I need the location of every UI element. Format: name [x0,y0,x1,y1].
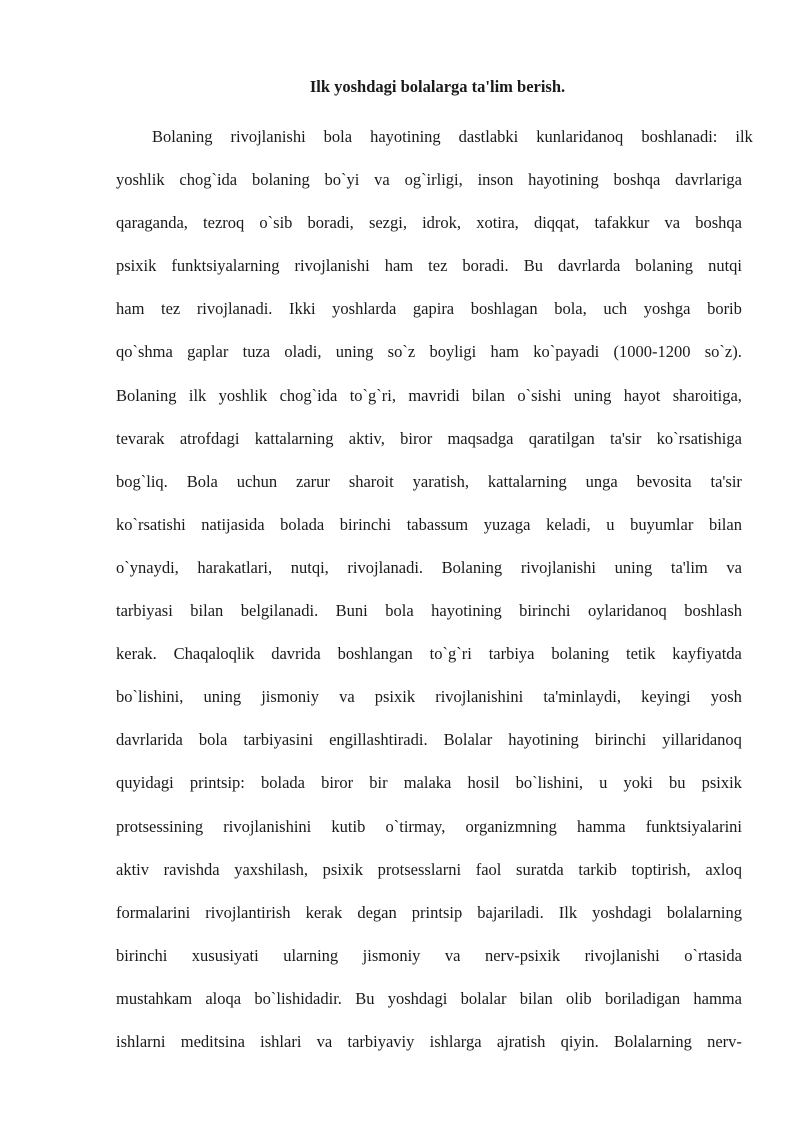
paragraph-line: qo`shma gaplar tuza oladi, uning so`z boyligi ham ko`payadi (1000-1200 so`z). [116,342,742,362]
paragraph-line: Bolaning ilk yoshlik chog`ida to`g`ri, mavridi bilan o`sishi uning hayot sharoitiga, [116,385,742,405]
paragraph-line: bo`lishini, uning jismoniy va psixik rivojlanishini ta'minlaydi, keyingi yosh [116,687,742,707]
paragraph-line: quyidagi printsip: bolada biror bir malaka hosil bo`lishini, u yoki bu psixik [116,773,742,793]
paragraph-line: ishlarni meditsina ishlari va tarbiyaviy ishlarga ajratish qiyin. Bolalarning nerv- [116,1031,742,1051]
paragraph-line: tarbiyasi bilan belgilanadi. Buni bola hayotining birinchi oylaridanoq boshlash [116,601,742,621]
paragraph-line: formalarini rivojlantirish kerak degan printsip bajariladi. Ilk yoshdagi bolalarning [116,902,742,922]
paragraph-line: davrlarida bola tarbiyasini engillashtiradi. Bolalar hayotining birinchi yillaridanoq [116,730,742,750]
paragraph-line: aktiv ravishda yaxshilash, psixik protsesslarni faol suratda tarkib toptirish, axloq [116,859,742,879]
paragraph-line: ko`rsatishi natijasida bolada birinchi tabassum yuzaga keladi, u buyumlar bilan [116,514,742,534]
paragraph-line: ham tez rivojlanadi. Ikki yoshlarda gapira boshlagan bola, uch yoshga borib [116,299,742,319]
paragraph-line: Bolaning rivojlanishi bola hayotining dastlabki kunlaridanoq boshlanadi: ilk [152,127,753,146]
paragraph-line: birinchi xususiyati ularning jismoniy va nerv-psixik rivojlanishi o`rtasida [116,945,742,965]
paragraph-line: o`ynaydi, harakatlari, nutqi, rivojlanadi. Bolaning rivojlanishi uning ta'lim va [116,557,742,577]
paragraph-line: protsessining rivojlanishini kutib o`tirmay, organizmning hamma funktsiyalarini [116,816,742,836]
paragraph-line: kerak. Chaqaloqlik davrida boshlangan to`g`ri tarbiya bolaning tetik kayfiyatda [116,644,742,664]
paragraph-line: qaraganda, tezroq o`sib boradi, sezgi, idrok, xotira, diqqat, tafakkur va boshqa [116,213,742,233]
paragraph-line: tevarak atrofdagi kattalarning aktiv, biror maqsadga qaratilgan ta'sir ko`rsatishiga [116,428,742,448]
paragraph-line: psixik funktsiyalarning rivojlanishi ham tez boradi. Bu davrlarda bolaning nutqi [116,256,742,276]
paragraph-line: bog`liq. Bola uchun zarur sharoit yaratish, kattalarning unga bevosita ta'sir [116,471,742,491]
paragraph-line: mustahkam aloqa bo`lishidadir. Bu yoshdagi bolalar bilan olib boriladigan hamma [116,988,742,1008]
paragraph-line: yoshlik chog`ida bolaning bo`yi va og`irligi, inson hayotining boshqa davrlariga [116,170,742,190]
document-body [116,126,753,1074]
document-title: Ilk yoshdagi bolalarga ta'lim berish. [309,77,566,96]
